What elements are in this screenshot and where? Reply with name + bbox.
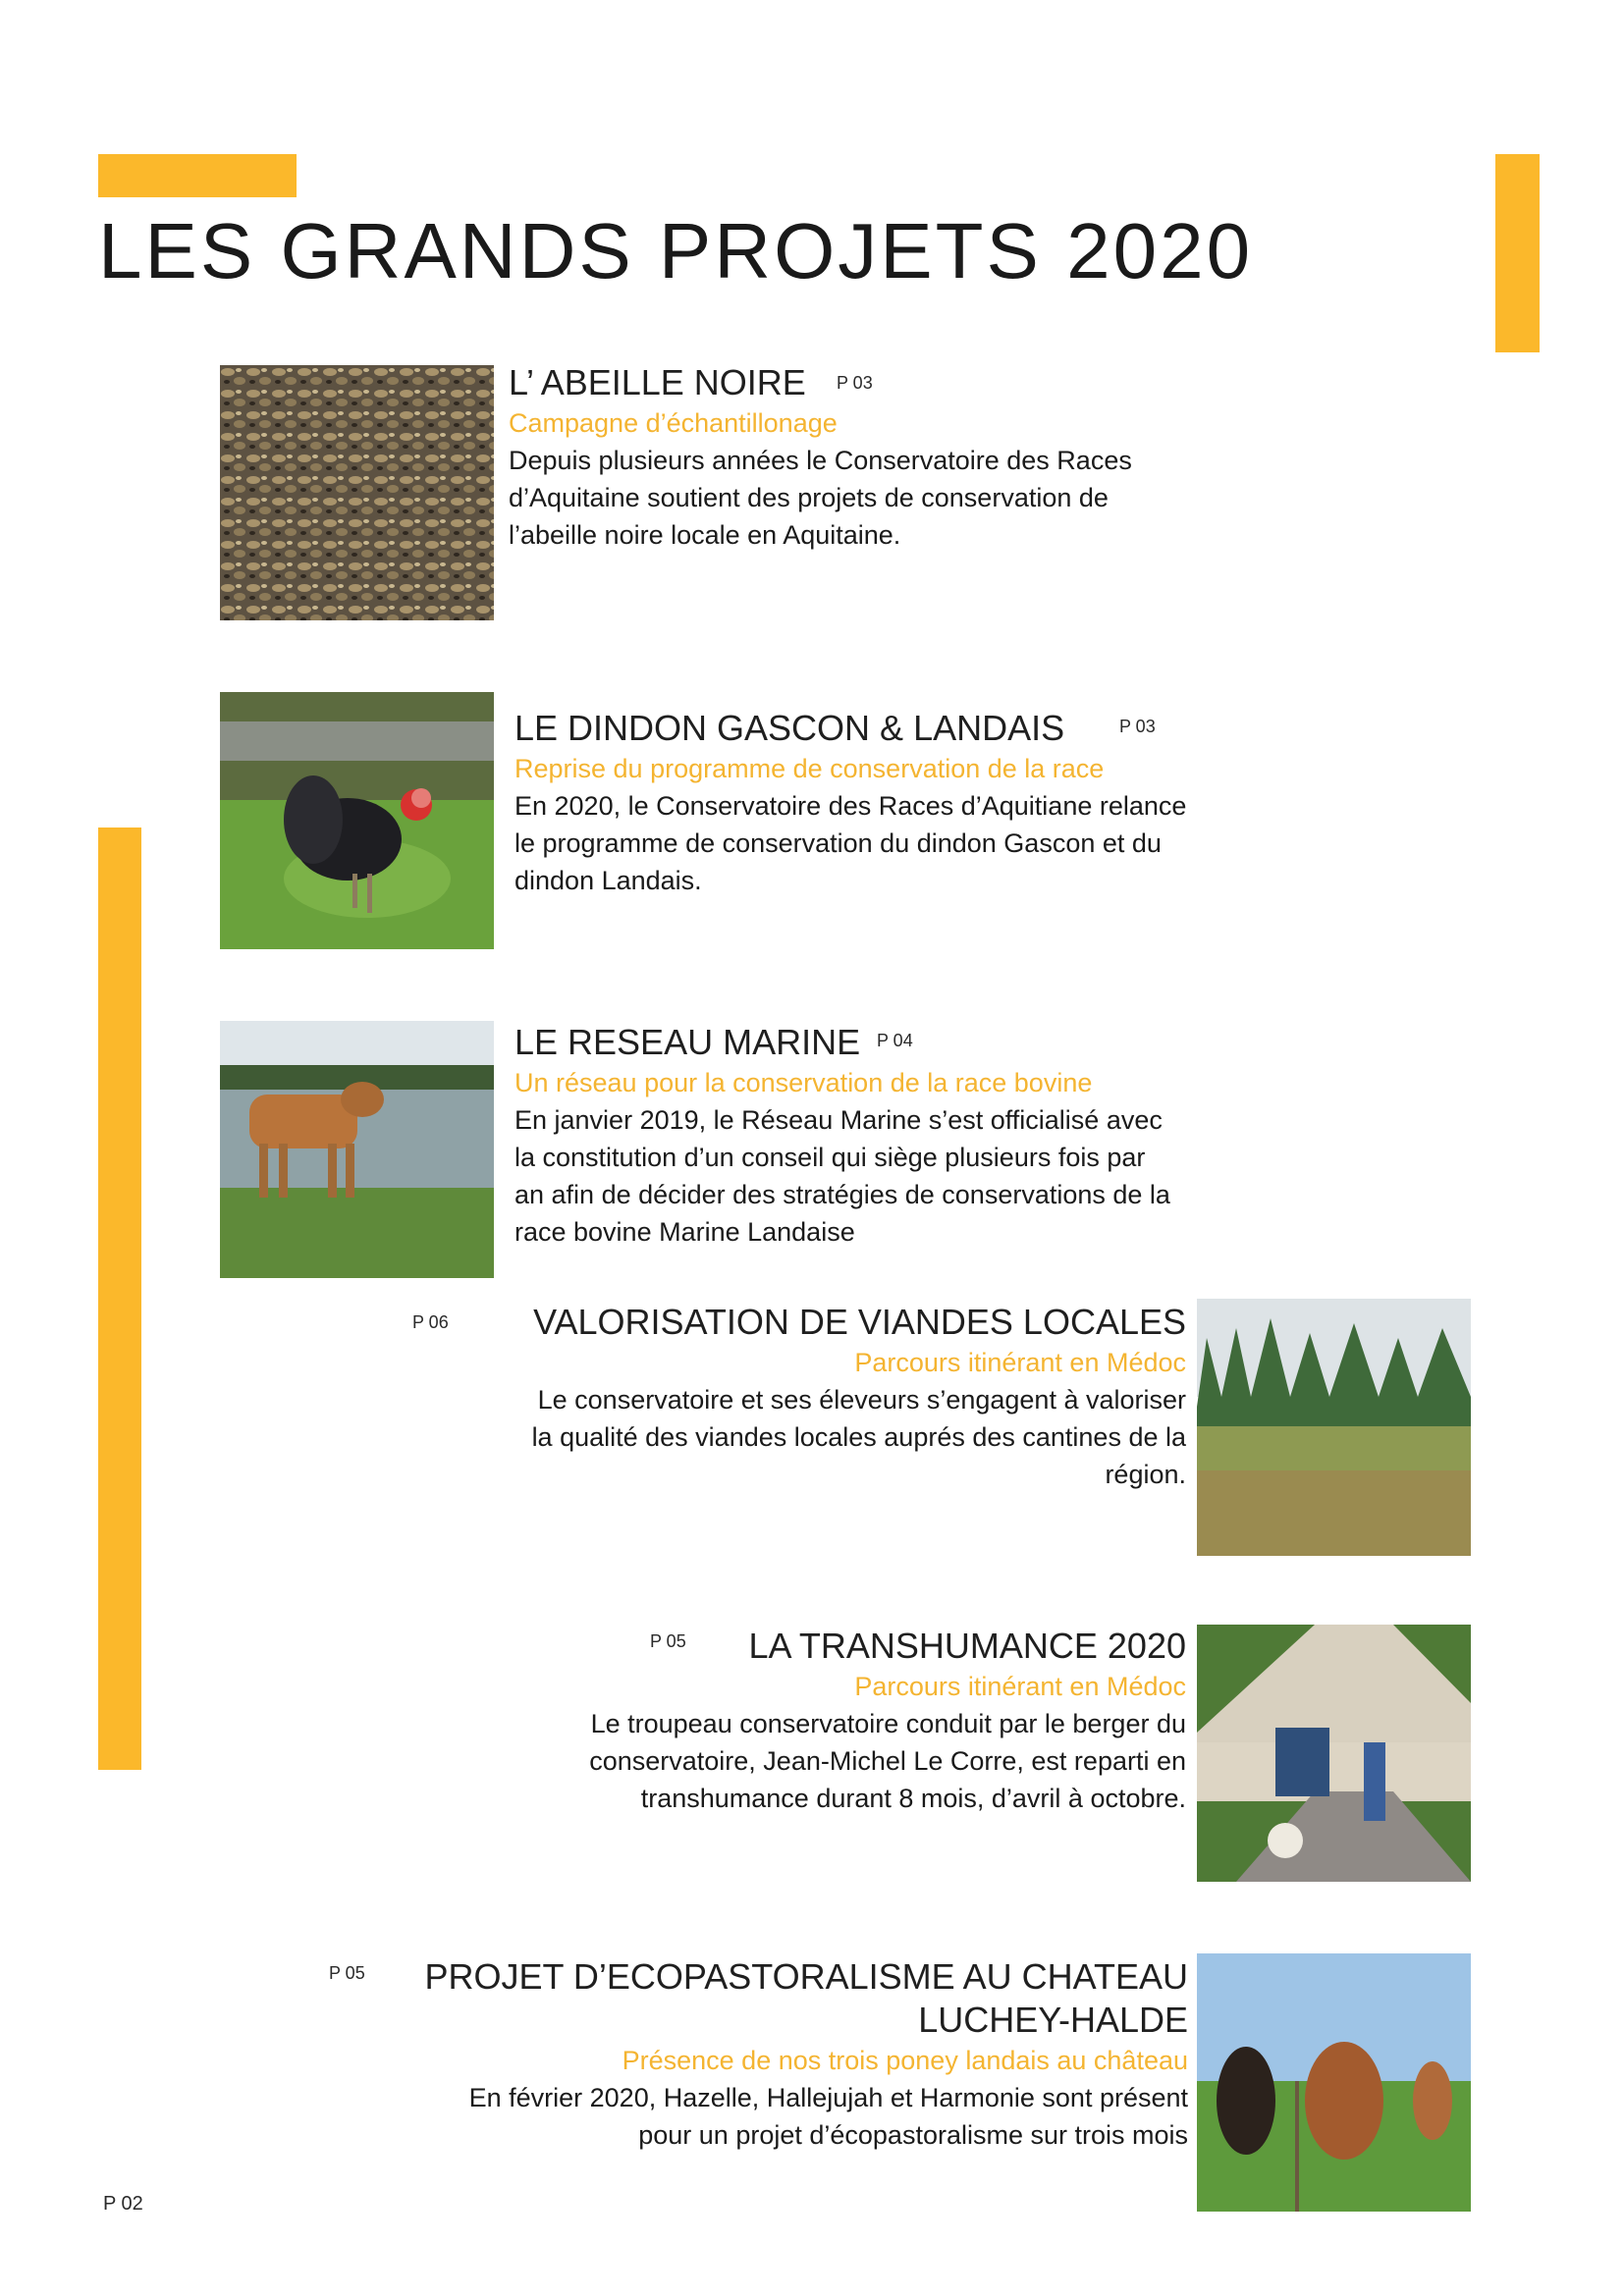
project-text-line: Le conservatoire et ses éleveurs s’engagent à valoriser — [537, 1385, 1186, 1415]
project-viandes — [393, 1301, 1186, 1493]
bees-photo — [220, 365, 494, 620]
project-title: LE RESEAU MARINE — [514, 1022, 861, 1062]
page-ref: P 05 — [329, 1963, 365, 1983]
project-text-line: race bovine Marine Landaise — [514, 1217, 855, 1247]
project-subtitle: Présence de nos trois poney landais au château — [622, 2046, 1188, 2075]
project-text-line: la constitution d’un conseil qui siège plusieurs fois par — [514, 1143, 1146, 1172]
project-transhumance — [393, 1625, 1186, 1817]
accent-bar-right — [1495, 154, 1540, 352]
project-subtitle: Reprise du programme de conservation de la race — [514, 754, 1105, 783]
page-ref: P 06 — [412, 1312, 449, 1332]
project-subtitle: Campagne d’échantillonage — [509, 408, 838, 438]
project-text-line: an afin de décider des stratégies de conservations de la — [514, 1180, 1170, 1209]
project-title: L’ ABEILLE NOIRE — [509, 362, 806, 402]
project-text-line: En janvier 2019, le Réseau Marine s’est officialisé avec — [514, 1105, 1163, 1135]
project-title: LE DINDON GASCON & LANDAIS — [514, 708, 1065, 748]
project-abeille — [509, 361, 1255, 554]
project-text-line: En février 2020, Hazelle, Hallejujah et Harmonie sont présent — [468, 2083, 1188, 2112]
project-text-line: dindon Landais. — [514, 866, 702, 895]
page-ref: P 05 — [650, 1631, 686, 1651]
cow-photo — [220, 1021, 494, 1278]
project-subtitle: Parcours itinérant en Médoc — [854, 1672, 1186, 1701]
project-marine — [514, 1021, 1261, 1251]
project-text-line: pour un projet d’écopastoralisme sur trois mois — [638, 2120, 1188, 2150]
pasture-photo — [1197, 1299, 1471, 1556]
project-text-line: le programme de conservation du dindon Gascon et du — [514, 828, 1162, 858]
project-title-line: PROJET D’ECOPASTORALISME AU CHATEAU — [424, 1956, 1188, 1997]
project-text-line: la qualité des viandes locales auprés des cantines de la — [531, 1422, 1186, 1452]
project-title: LA TRANSHUMANCE 2020 — [748, 1626, 1186, 1666]
page-ref: P 04 — [877, 1031, 913, 1050]
ponies-photo — [1197, 1953, 1471, 2212]
accent-bar-left — [98, 828, 141, 1770]
project-title: VALORISATION DE VIANDES LOCALES — [533, 1302, 1186, 1342]
project-text-line: transhumance durant 8 mois, d’avril à octobre. — [640, 1784, 1186, 1813]
project-title-line: LUCHEY-HALDE — [918, 2000, 1188, 2040]
page-number: P 02 — [103, 2193, 143, 2215]
project-text-line: En 2020, le Conservatoire des Races d’Aquitiane relance — [514, 791, 1187, 821]
project-text-line: Depuis plusieurs années le Conservatoire des Races — [509, 446, 1132, 475]
project-subtitle: Un réseau pour la conservation de la race bovine — [514, 1068, 1093, 1097]
turkey-photo — [220, 692, 494, 949]
page-title: LES GRANDS PROJETS 2020 — [98, 207, 1254, 294]
page-ref: P 03 — [1119, 717, 1156, 736]
project-text-line: Le troupeau conservatoire conduit par le berger du — [590, 1709, 1186, 1738]
accent-bar-top — [98, 154, 297, 197]
project-ecopastoralisme — [393, 1955, 1188, 2154]
project-text-line: l’abeille noire locale en Aquitaine. — [509, 520, 901, 550]
project-subtitle: Parcours itinérant en Médoc — [854, 1348, 1186, 1377]
project-text-line: région. — [1105, 1460, 1186, 1489]
project-text-line: conservatoire, Jean-Michel Le Corre, est reparti en — [589, 1746, 1186, 1776]
flock-photo — [1197, 1625, 1471, 1882]
project-text-line: d’Aquitaine soutient des projets de conservation de — [509, 483, 1109, 512]
page-ref: P 03 — [837, 373, 873, 393]
